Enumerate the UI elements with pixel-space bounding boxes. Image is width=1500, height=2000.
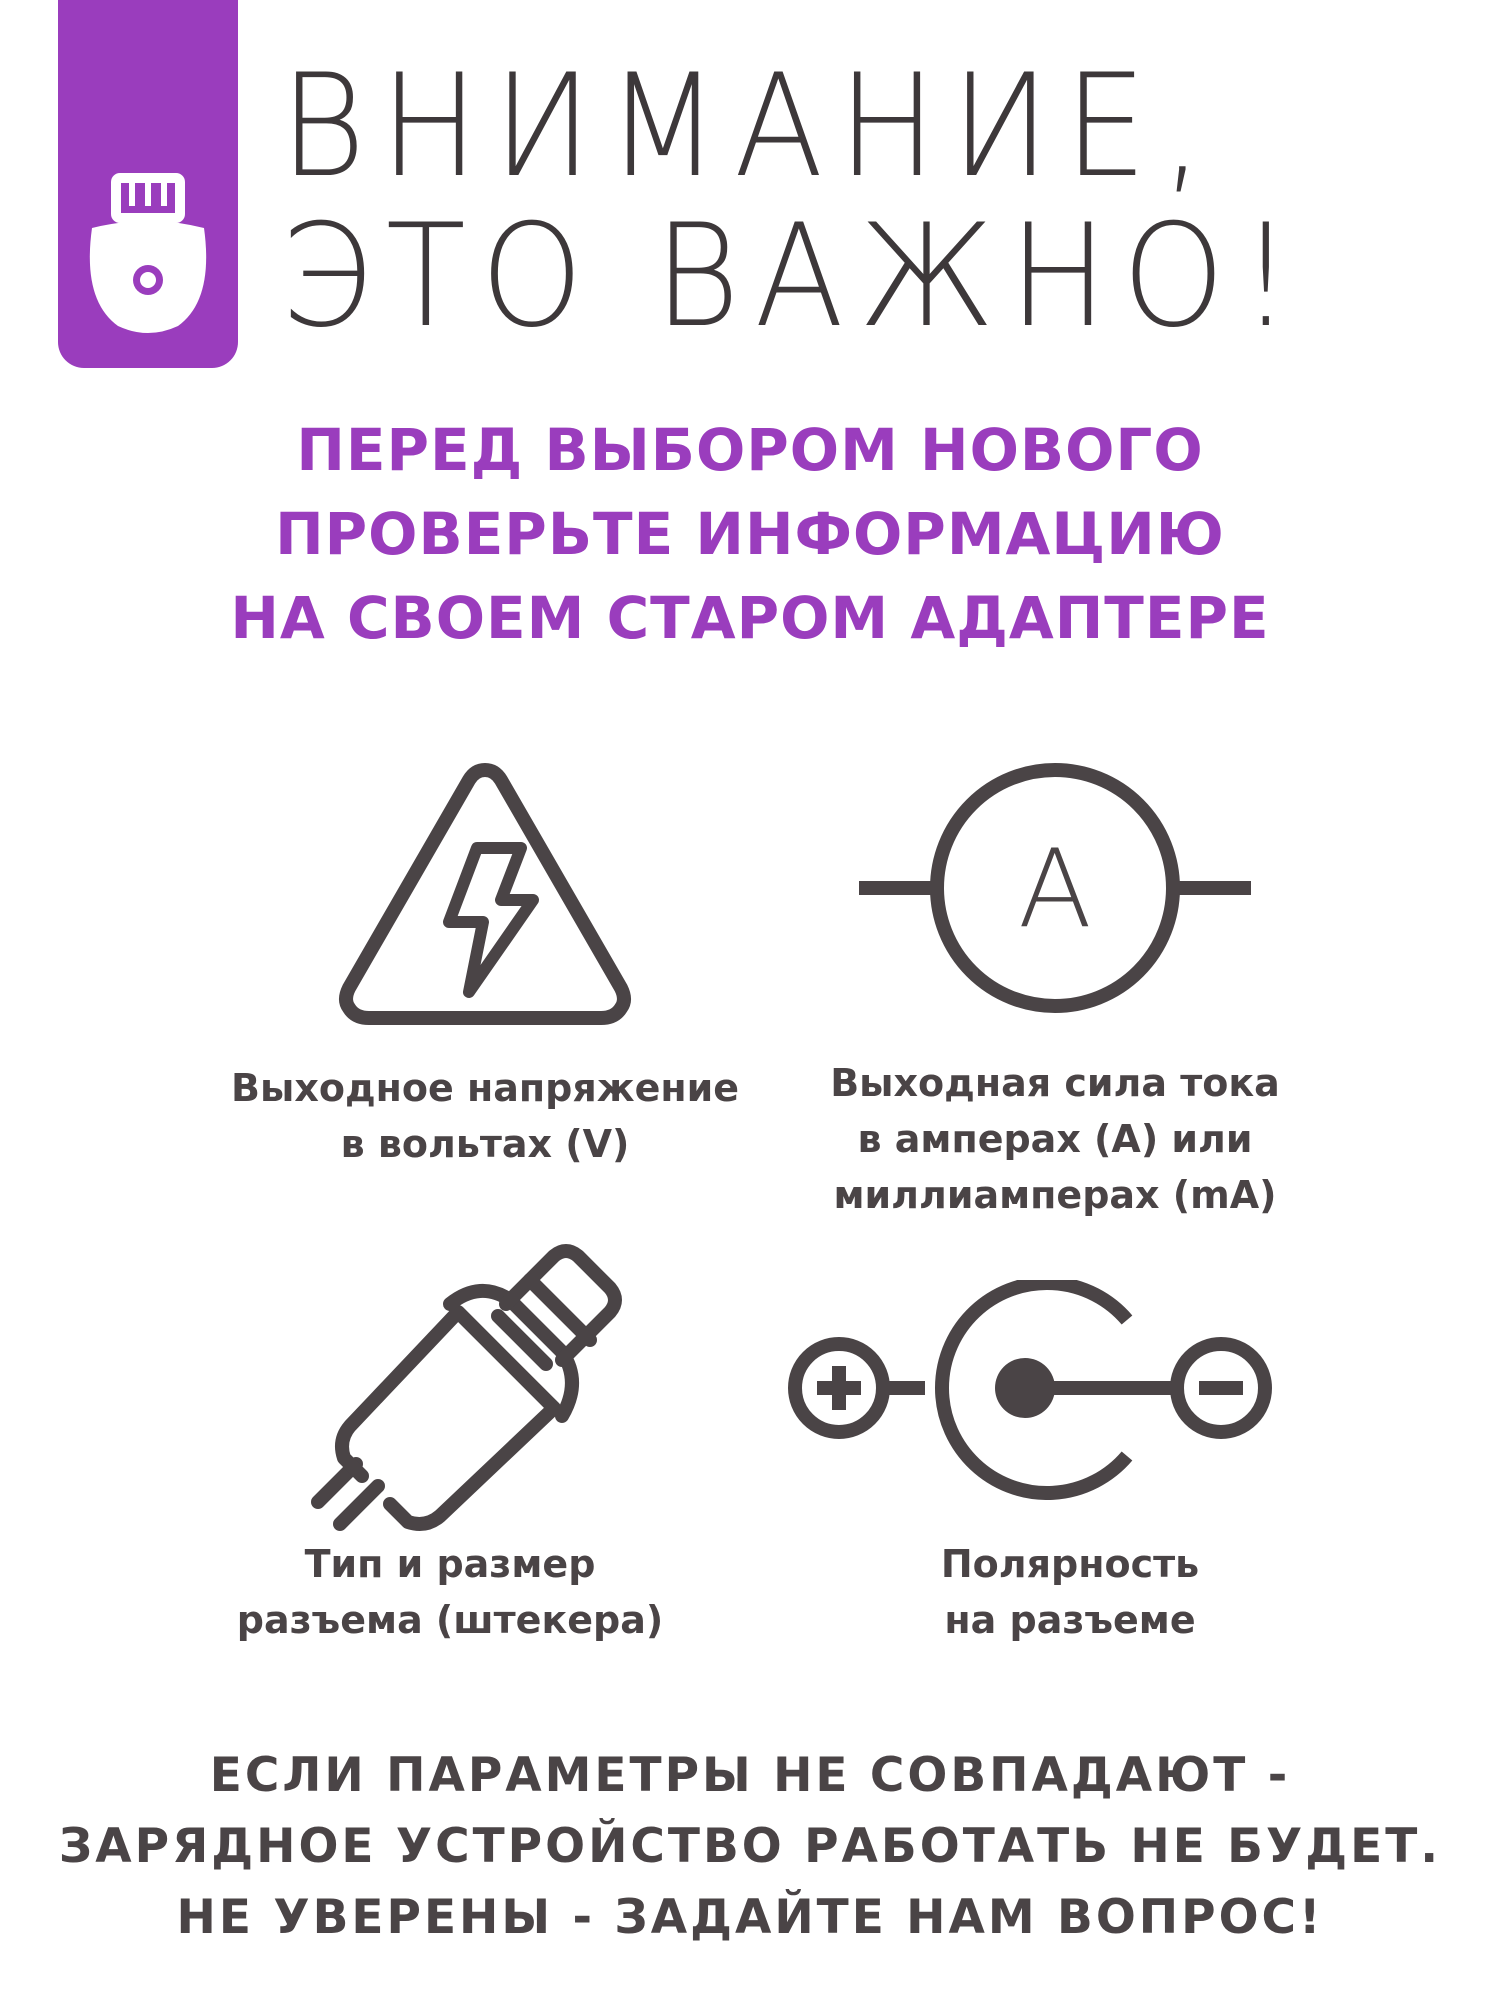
caption-connector-line-1: Тип и размер (304, 1542, 596, 1586)
plug-connector-icon (310, 1240, 630, 1540)
caption-current-line-2: в амперах (А) или (857, 1117, 1253, 1161)
high-voltage-warning-icon (335, 752, 635, 1032)
page-title (280, 44, 1480, 359)
caption-polarity-line-2: на разъеме (944, 1598, 1196, 1642)
caption-current (755, 1055, 1355, 1223)
subheading-line-2: ПРОВЕРЬТЕ ИНФОРМАЦИЮ (275, 500, 1225, 568)
footer-line-3: НЕ УВЕРЕНЫ - ЗАДАЙТЕ НАМ ВОПРОС! (176, 1890, 1324, 1945)
title-line-1: ВНИМАНИЕ, (280, 44, 1218, 209)
caption-polarity (770, 1536, 1370, 1648)
footer-line-1: ЕСЛИ ПАРАМЕТРЫ НЕ СОВПАДАЮТ - (209, 1748, 1291, 1803)
subheading (0, 408, 1500, 660)
caption-current-line-3: миллиамперах (mA) (833, 1173, 1277, 1217)
caption-polarity-line-1: Полярность (940, 1542, 1200, 1586)
ammeter-icon (855, 758, 1255, 1038)
brand-badge (58, 0, 238, 368)
caption-voltage-line-1: Выходное напряжение (231, 1066, 739, 1110)
footer-warning (0, 1740, 1500, 1953)
caption-connector (150, 1536, 750, 1648)
subheading-line-1: ПЕРЕД ВЫБОРОМ НОВОГО (296, 416, 1204, 484)
ammeter-letter: A (1018, 827, 1092, 952)
caption-connector-line-2: разъема (штекера) (236, 1598, 664, 1642)
polarity-icon (785, 1280, 1275, 1500)
subheading-line-3: НА СВОЕМ СТАРОМ АДАПТЕРЕ (230, 584, 1270, 652)
caption-voltage-line-2: в вольтах (V) (340, 1122, 630, 1166)
caption-current-line-1: Выходная сила тока (830, 1061, 1280, 1105)
caption-voltage (185, 1060, 785, 1172)
title-line-2: ЭТО ВАЖНО! (280, 194, 1307, 359)
footer-line-2: ЗАРЯДНОЕ УСТРОЙСТВО РАБОТАТЬ НЕ БУДЕТ. (58, 1819, 1442, 1874)
epilator-icon (58, 0, 238, 368)
